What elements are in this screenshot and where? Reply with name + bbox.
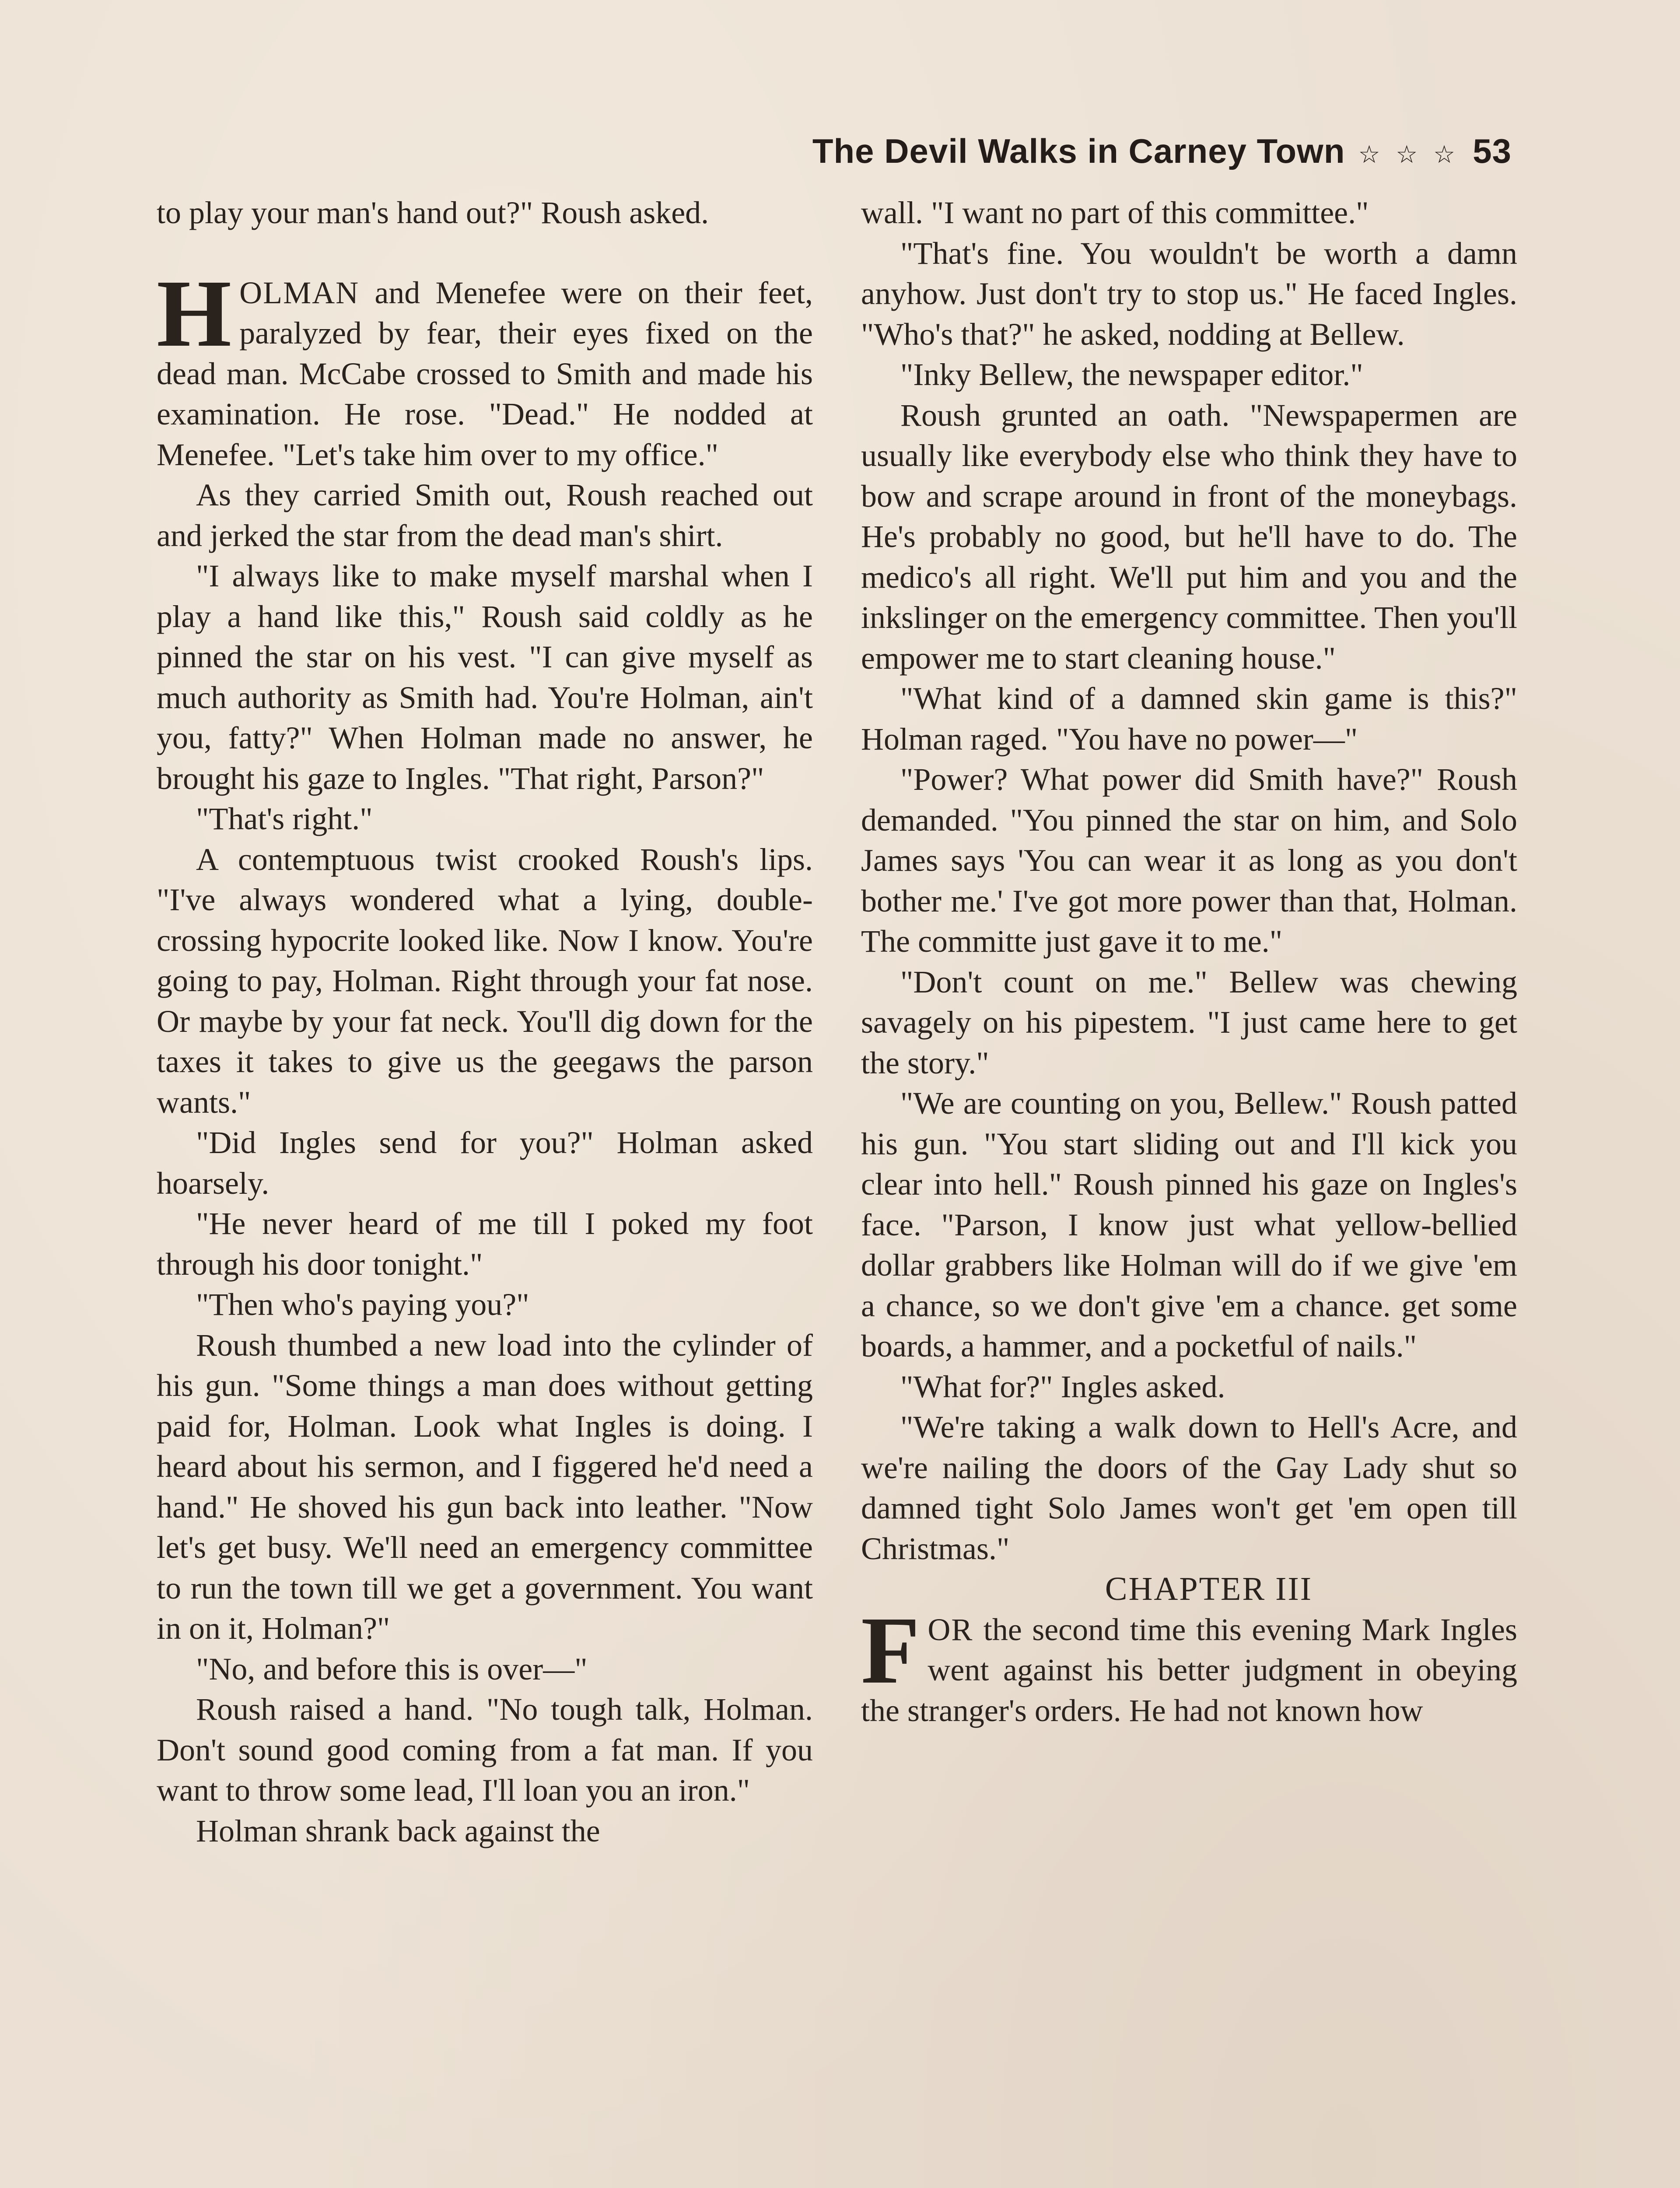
paragraph: "We are counting on you, Bellew." Roush patted his gun. "You start sliding out and I'll kick you clear into hell." Roush pinned his gaze on Ingles's face. "Parson, I know just what yellow-bellied dollar grabbers like Holman will do if we give 'em a chance, so we don't give 'em a chance. get some boards, a hammer, and a pocketful of nails."	[861, 1086, 1517, 1364]
star-ornaments: ☆ ☆ ☆	[1358, 140, 1460, 168]
paragraph: "That's right."	[196, 801, 373, 836]
paragraph: Roush grunted an oath. "Newspapermen are usually like everybody else who think they have to bow and scrape around in front of the moneybags. He's probably no good, but he'll have to do. The medico's all right. We'll put him and you and the inkslinger on the emergency committee. Then you'll empower me to start cleaning house."	[861, 397, 1517, 676]
right-column	[861, 193, 1517, 1731]
paragraph: wall. "I want no part of this committee."	[861, 195, 1369, 230]
page-number: 53	[1473, 132, 1512, 170]
paragraph: Roush raised a hand. "No tough talk, Holman. Don't sound good coming from a fat man. If you want to throw some lead, I'll loan you an iron."	[157, 1692, 813, 1808]
paragraph: Roush thumbed a new load into the cylinder of his gun. "Some things a man does without getting paid for, Holman. Look what Ingles is doing. I heard about his sermon, and I figgered he'd need a hand." He shoved his gun back into leather. "Now let's get busy. We'll need an emergency committee to run the town till we get a government. You want in on it, Holman?"	[157, 1327, 813, 1646]
paragraph-dropcap	[861, 1596, 1517, 1731]
paragraph: "What for?" Ingles asked.	[900, 1369, 1225, 1404]
paragraph-text: and Menefee were on their feet, paralyzed by fear, their eyes fixed on the dead man. McCabe crossed to Smith and made his examination. He rose. "Dead." He nodded at Menefee. "Let's take him over to my office."	[157, 275, 813, 472]
chapter-heading: CHAPTER III	[1105, 1571, 1313, 1607]
story-title: The Devil Walks in Carney Town	[812, 132, 1345, 170]
small-caps-lead: OR	[928, 1612, 973, 1647]
paragraph: A contemptuous twist crooked Roush's lips. "I've always wondered what a lying, double-crossing hypocrite looked like. Now I know. You're going to pay, Holman. Right through your fat nose. Or maybe by your fat neck. You'll dig down for the taxes it takes to give us the geegaws the parson wants."	[157, 842, 813, 1120]
paragraph: "Don't count on me." Bellew was chewing savagely on his pipestem. "I just came here to get the story."	[861, 964, 1517, 1080]
paragraph: to play your man's hand out?" Roush asked.	[157, 195, 709, 230]
running-head	[812, 131, 1512, 171]
paragraph: "Then who's paying you?"	[196, 1287, 529, 1322]
paragraph: As they carried Smith out, Roush reached out and jerked the star from the dead man's shirt.	[157, 477, 813, 553]
paragraph: "We're taking a walk down to Hell's Acre, and we're nailing the doors of the Gay Lady shut so damned tight Solo James won't get 'em open till Christmas."	[861, 1410, 1517, 1566]
paragraph: "Inky Bellew, the newspaper editor."	[900, 357, 1363, 392]
drop-cap: H	[157, 259, 232, 367]
paragraph-dropcap	[157, 259, 813, 475]
paragraph: Holman shrank back against the	[196, 1813, 600, 1848]
paragraph: "No, and before this is over—"	[196, 1651, 588, 1687]
paragraph: "I always like to make myself marshal when I play a hand like this," Roush said coldly as he pinned the star on his vest. "I can give myself as much authority as Smith had. You're Holman, ain't you, fatty?" When Holman made no answer, he brought his gaze to Ingles. "That right, Parson?"	[157, 558, 813, 796]
paragraph-text: the second time this evening Mark Ingles went against his better judgment in obeying the stranger's orders. He had not known how	[861, 1612, 1517, 1728]
paragraph: "He never heard of me till I poked my foot through his door tonight."	[157, 1206, 813, 1282]
paragraph: "That's fine. You wouldn't be worth a damn anyhow. Just don't try to stop us." He faced Ingles. "Who's that?" he asked, nodding at Bellew.	[861, 235, 1517, 352]
paragraph: "Power? What power did Smith have?" Roush demanded. "You pinned the star on him, and Solo James says 'You can wear it as long as you don't bother me.' I've got more power than that, Holman. The committe just gave it to me."	[861, 762, 1517, 959]
small-caps-lead: OLMAN	[239, 275, 360, 310]
drop-cap: F	[861, 1596, 920, 1704]
paragraph: "What kind of a damned skin game is this?" Holman raged. "You have no power—"	[861, 681, 1517, 757]
left-column	[157, 193, 813, 1851]
paragraph: "Did Ingles send for you?" Holman asked hoarsely.	[157, 1125, 813, 1201]
